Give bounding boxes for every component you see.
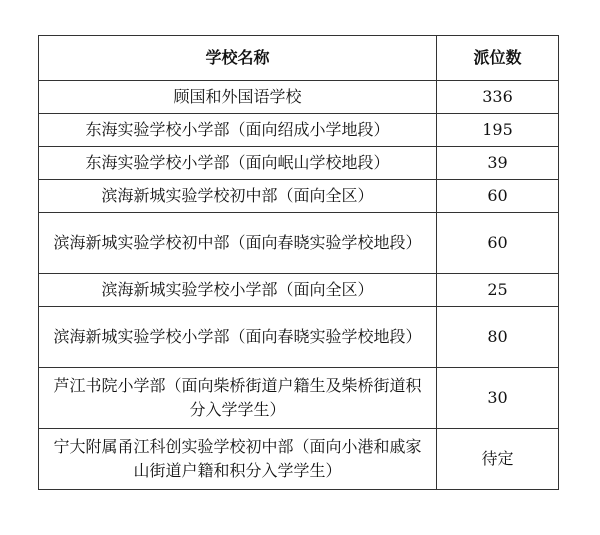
allocation-count-cell: 60 (437, 180, 559, 213)
table-row (39, 213, 559, 274)
table-row (39, 368, 559, 429)
school-name-cell: 滨海新城实验学校小学部（面向春晓实验学校地段） (39, 307, 437, 368)
table-row (39, 81, 559, 114)
school-name-cell: 滨海新城实验学校小学部（面向全区） (39, 274, 437, 307)
school-name-cell: 滨海新城实验学校初中部（面向春晓实验学校地段） (39, 213, 437, 274)
school-name-cell: 顾国和外国语学校 (39, 81, 437, 114)
table-row (39, 274, 559, 307)
header-allocation-count: 派位数 (437, 36, 559, 81)
allocation-count-cell: 待定 (437, 429, 559, 490)
table-header-row (39, 36, 559, 81)
school-name-cell: 东海实验学校小学部（面向绍成小学地段） (39, 114, 437, 147)
allocation-count-cell: 336 (437, 81, 559, 114)
table-row (39, 114, 559, 147)
allocation-count-cell: 80 (437, 307, 559, 368)
allocation-table-container (38, 35, 558, 490)
allocation-count-cell: 60 (437, 213, 559, 274)
school-name-cell: 滨海新城实验学校初中部（面向全区） (39, 180, 437, 213)
header-school-name: 学校名称 (39, 36, 437, 81)
school-name-cell: 东海实验学校小学部（面向岷山学校地段） (39, 147, 437, 180)
table-row (39, 429, 559, 490)
allocation-count-cell: 39 (437, 147, 559, 180)
allocation-count-cell: 195 (437, 114, 559, 147)
allocation-table (38, 35, 559, 490)
allocation-count-cell: 25 (437, 274, 559, 307)
table-row (39, 147, 559, 180)
school-name-cell: 芦江书院小学部（面向柴桥街道户籍生及柴桥街道积分入学学生） (39, 368, 437, 429)
school-name-cell: 宁大附属甬江科创实验学校初中部（面向小港和戚家山街道户籍和积分入学学生） (39, 429, 437, 490)
table-row (39, 307, 559, 368)
table-row (39, 180, 559, 213)
allocation-count-cell: 30 (437, 368, 559, 429)
